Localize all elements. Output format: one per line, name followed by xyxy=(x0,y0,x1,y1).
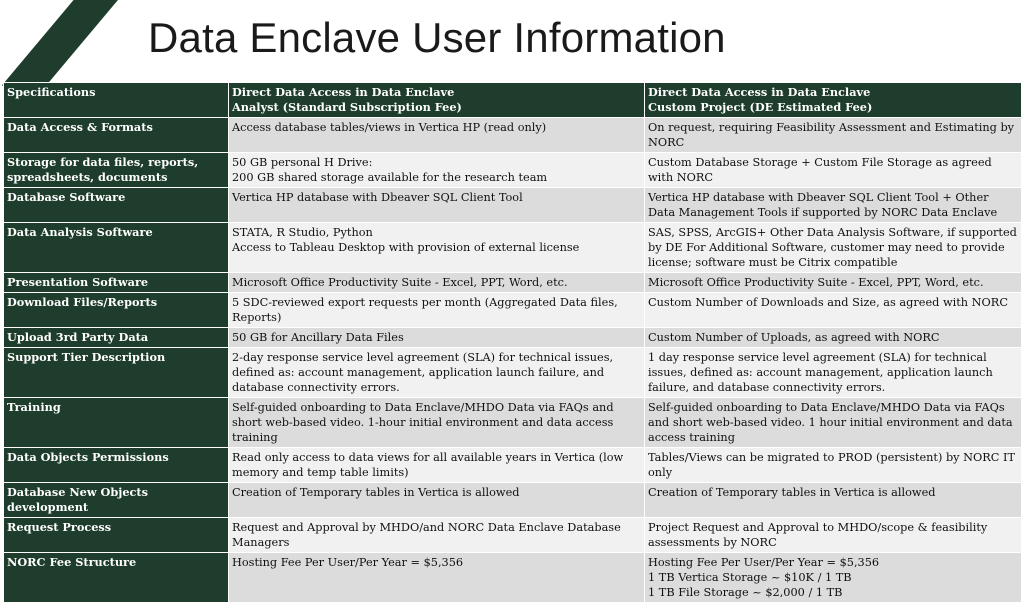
custom-cell: 1 day response service level agreement (SLA) for technical issues, defined as: account management, application launch failure, and database connectivity errors. xyxy=(645,348,1022,398)
row-label: NORC Fee Structure xyxy=(4,553,229,603)
row-label: Data Access & Formats xyxy=(4,118,229,153)
standard-cell: 50 GB personal H Drive: 200 GB shared storage available for the research team xyxy=(229,153,645,188)
table-row xyxy=(4,448,1022,483)
standard-cell: Request and Approval by MHDO/and NORC Data Enclave Database Managers xyxy=(229,518,645,553)
custom-cell: Custom Number of Uploads, as agreed with NORC xyxy=(645,328,1022,348)
standard-cell: Read only access to data views for all available years in Vertica (low memory and temp table limits) xyxy=(229,448,645,483)
table-row xyxy=(4,153,1022,188)
table-row xyxy=(4,273,1022,293)
custom-cell: Custom Database Storage + Custom File Storage as agreed with NORC xyxy=(645,153,1022,188)
standard-cell: 5 SDC-reviewed export requests per month (Aggregated Data files, Reports) xyxy=(229,293,645,328)
row-label: Download Files/Reports xyxy=(4,293,229,328)
standard-cell: Vertica HP database with Dbeaver SQL Client Tool xyxy=(229,188,645,223)
custom-cell: On request, requiring Feasibility Assessment and Estimating by NORC xyxy=(645,118,1022,153)
table-row xyxy=(4,553,1022,603)
standard-cell: Microsoft Office Productivity Suite - Excel, PPT, Word, etc. xyxy=(229,273,645,293)
table-row xyxy=(4,328,1022,348)
custom-cell: Custom Number of Downloads and Size, as agreed with NORC xyxy=(645,293,1022,328)
standard-cell: Creation of Temporary tables in Vertica is allowed xyxy=(229,483,645,518)
row-label: Database Software xyxy=(4,188,229,223)
page-title: Data Enclave User Information xyxy=(148,14,726,61)
header-standard-access: Direct Data Access in Data Enclave Analyst (Standard Subscription Fee) xyxy=(229,83,645,118)
custom-cell: Microsoft Office Productivity Suite - Excel, PPT, Word, etc. xyxy=(645,273,1022,293)
table-row xyxy=(4,118,1022,153)
row-label: Storage for data files, reports, spreadsheets, documents xyxy=(4,153,229,188)
standard-cell: Access database tables/views in Vertica HP (read only) xyxy=(229,118,645,153)
table-row xyxy=(4,398,1022,448)
row-label: Presentation Software xyxy=(4,273,229,293)
header-custom-project: Direct Data Access in Data Enclave Custom Project (DE Estimated Fee) xyxy=(645,83,1022,118)
header-specifications: Specifications xyxy=(4,83,229,118)
user-information-table xyxy=(3,82,1022,603)
custom-cell: Creation of Temporary tables in Vertica is allowed xyxy=(645,483,1022,518)
custom-cell: SAS, SPSS, ArcGIS+ Other Data Analysis Software, if supported by DE For Additional Software, customer may need to provide license; software must be Citrix compatible xyxy=(645,223,1022,273)
standard-cell: 50 GB for Ancillary Data Files xyxy=(229,328,645,348)
table-row xyxy=(4,483,1022,518)
standard-cell: Self-guided onboarding to Data Enclave/MHDO Data via FAQs and short web-based video. 1-hour initial environment and data access training xyxy=(229,398,645,448)
table-header-row xyxy=(4,83,1022,118)
table-row xyxy=(4,223,1022,273)
standard-cell: STATA, R Studio, Python Access to Tableau Desktop with provision of external license xyxy=(229,223,645,273)
row-label: Request Process xyxy=(4,518,229,553)
custom-cell: Vertica HP database with Dbeaver SQL Client Tool + Other Data Management Tools if supported by NORC Data Enclave xyxy=(645,188,1022,223)
row-label: Data Objects Permissions xyxy=(4,448,229,483)
table-row xyxy=(4,518,1022,553)
row-label: Upload 3rd Party Data xyxy=(4,328,229,348)
row-label: Database New Objects development xyxy=(4,483,229,518)
table-row xyxy=(4,348,1022,398)
custom-cell: Self-guided onboarding to Data Enclave/MHDO Data via FAQs and short web-based video. 1 hour initial environment and data access training xyxy=(645,398,1022,448)
row-label: Support Tier Description xyxy=(4,348,229,398)
row-label: Training xyxy=(4,398,229,448)
row-label: Data Analysis Software xyxy=(4,223,229,273)
custom-cell: Hosting Fee Per User/Per Year = $5,356 1 TB Vertica Storage ~ $10K / 1 TB 1 TB File Storage ~ $2,000 / 1 TB xyxy=(645,553,1022,603)
standard-cell: 2-day response service level agreement (SLA) for technical issues, defined as: account management, application launch failure, and database connectivity errors. xyxy=(229,348,645,398)
table-row xyxy=(4,188,1022,223)
table-row xyxy=(4,293,1022,328)
standard-cell: Hosting Fee Per User/Per Year = $5,356 xyxy=(229,553,645,603)
custom-cell: Tables/Views can be migrated to PROD (persistent) by NORC IT only xyxy=(645,448,1022,483)
custom-cell: Project Request and Approval to MHDO/scope & feasibility assessments by NORC xyxy=(645,518,1022,553)
